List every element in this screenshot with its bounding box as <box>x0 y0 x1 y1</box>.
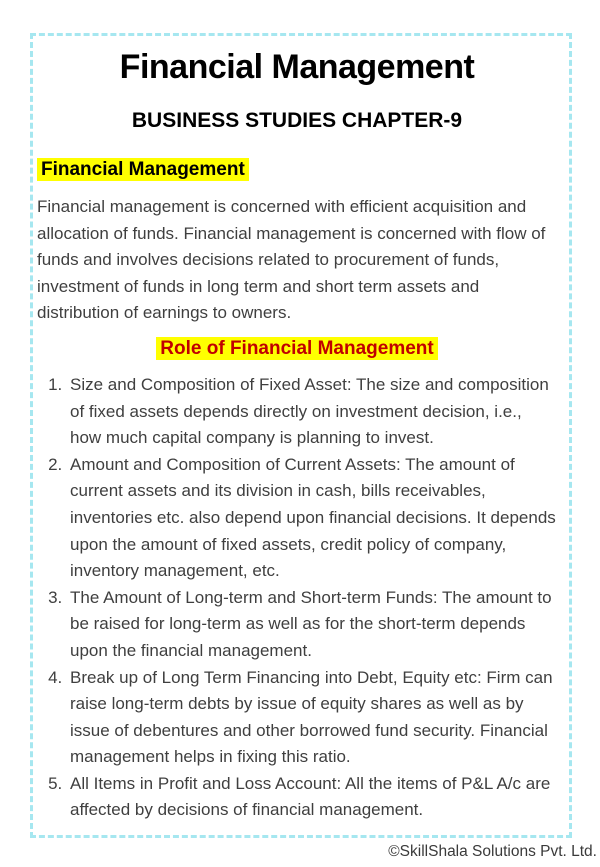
page-title: Financial Management <box>119 48 475 86</box>
definition-heading <box>37 156 557 183</box>
list-item: 1. Size and Composition of Fixed Asset: The size and composition of fixed assets depends directly on investment decision, i.e., how much capital company is planning to invest. <box>67 372 557 452</box>
copyright-footer: ©SkillShala Solutions Pvt. Ltd. <box>388 843 597 860</box>
list-item: 2. Amount and Composition of Current Assets: The amount of current assets and its division in cash, bills receivables, inventories etc. also depend upon financial decisions. It depends upon the amount of fixed assets, credit policy of company, inventory management, etc. <box>67 452 557 585</box>
list-item: 3. The Amount of Long-term and Short-term Funds: The amount to be raised for long-term as well as for the short-term depends upon the financial management. <box>67 585 557 665</box>
page-subtitle: BUSINESS STUDIES CHAPTER-9 <box>131 109 463 132</box>
definition-heading-text: Financial Management <box>37 158 249 181</box>
definition-paragraph: Financial management is concerned with efficient acquisition and allocation of funds. Financial management is concerned with flow of funds and involves decisions related to procurement of funds, investment of funds in long term and short term assets and distribution of earnings to owners. <box>37 197 546 323</box>
role-heading <box>37 335 557 362</box>
list-item: 5. All Items in Profit and Loss Account: All the items of P&L A/c are affected by decisions of financial management. <box>67 771 557 824</box>
role-heading-text: Role of Financial Management <box>156 337 437 360</box>
notes-sheet <box>30 33 572 838</box>
role-list <box>37 372 557 824</box>
list-item: 4. Break up of Long Term Financing into Debt, Equity etc: Firm can raise long-term debts by issue of equity shares as well as by issue of debentures and other borrowed fund security. Financial management helps in fixing this ratio. <box>67 665 557 771</box>
